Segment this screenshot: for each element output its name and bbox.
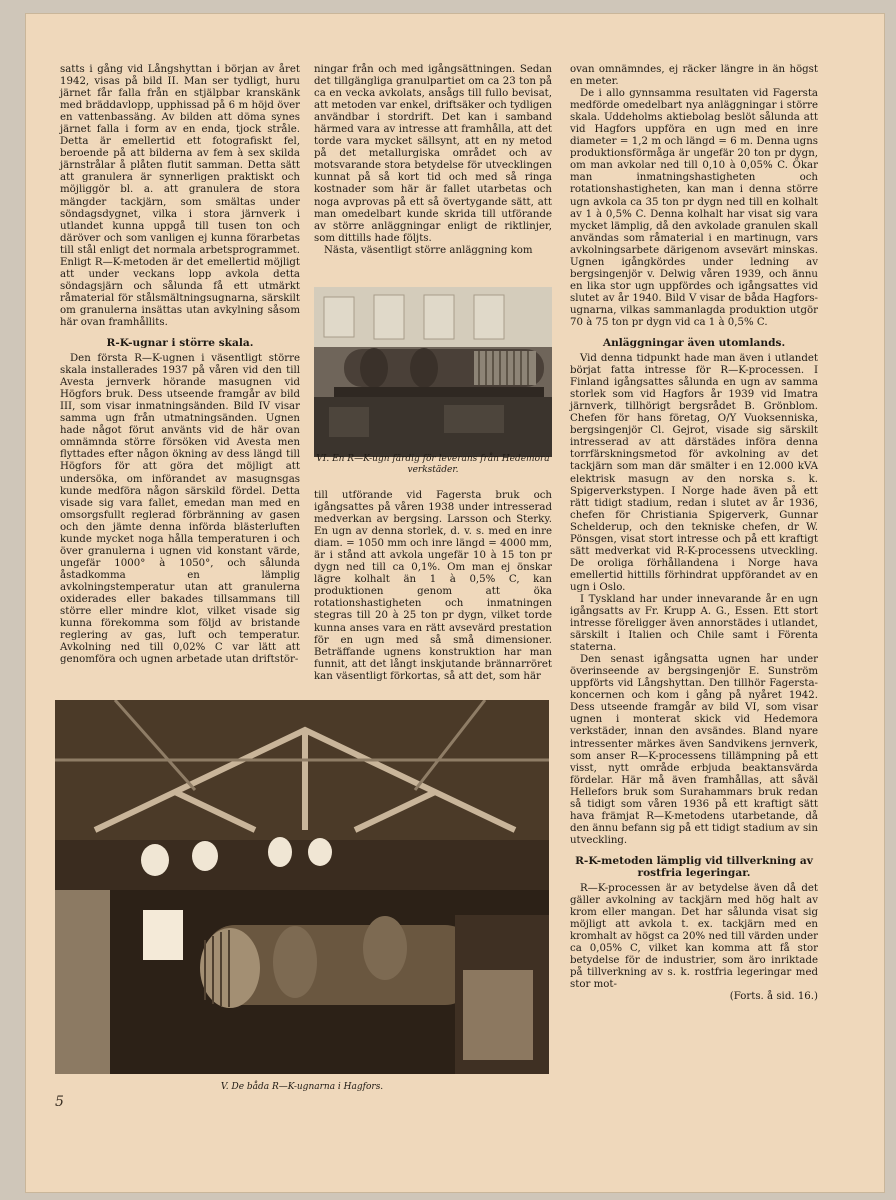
section-heading: R-K-metoden lämplig vid tillverkning av rostfria legeringar. xyxy=(575,854,813,879)
text-column-right xyxy=(570,64,818,1003)
paragraph: R—K-processen är av betydelse även då det gäller avkolning av tackjärn med hög halt av krom eller mangan. Det har sålunda visat sig möjligt att avkola t. ex. tackjärn med en kromhalt av högst ca 20% ned till värden under ca 0,05% C, vilket kan komma att få stor betydelse för de industrier, som äro inriktade på tillverkning av s. k. rostfria legeringar med stor mot- xyxy=(570,882,818,991)
paragraph: De i allo gynnsamma resultaten vid Fagersta medförde omedelbart nya anläggningar i större skala. Uddeholms aktiebolag beslöt sålunda att vid Hagfors uppföra en ugn med en inre diameter = 1,2 m och längd = 6 m. Denna ugns produktionsförmåga är ungefär 20 ton pr dygn, om man avkolar ned till 0,10 à 0,05% C. Ökar man inmatningshastigheten och rotationshastigheten, kan man i denna större ugn avkola ca 35 ton pr dygn ned till en kolhalt av 1 à 0,5% C. Denna kolhalt har visat sig vara mycket lämplig, då den avkolade granulen skall användas som råmaterial i en martinugn, vars avkolningsarbete därigenom avsevärt minskas. Ugnen igångkördes under ledning av bergsingenjör v. Delwig våren 1939, och ännu en lika stor ugn uppfördes och igångsattes vid slutet av år 1940. Bild V visar de båda Hagfors-ugnarna, vilkas sammanlagda produktion utgör 70 à 75 ton pr dygn vid ca 1 à 0,5% C. xyxy=(570,88,818,328)
paragraph: Vid denna tidpunkt hade man även i utlandet börjat fatta intresse för R—K-processen. I Finland igångsattes sålunda en ugn av samma storlek som vid Hagfors år 1939 vid Imatra järnverk, tillhörigt bergsrådet B. Grönblom. Chefen för hans företag, O/Y Vuoksenniska, bergsingenjör Cl. Gejrot, visade sig särskilt intresserad av att därstädes införa denna torrfärskningsmetod för avkolning av det tackjärn som man där smälter i en 12.000 kVA elektrisk masugn av den norska s. k. Spigerverkstypen. I Norge hade även på ett rätt tidigt stadium, redan i slutet av år 1936, chefen för Christiania Spigerverk, Gunnar Schelderup, och den tekniske chefen, dr W. Pönsgen, visat stort intresse och på ett kraftigt sätt medverkat vid R-K-processens utveckling. De oroliga förhållandena i Norge hava emellertid hittills förhindrat uppförandet av en ugn i Oslo. xyxy=(570,353,818,593)
text-column-middle-top xyxy=(314,64,552,257)
furnace-photo-illustration xyxy=(314,287,552,457)
section-heading: R-K-ugnar i större skala. xyxy=(106,337,254,350)
figure-caption: V. De båda R—K-ugnarna i Hagfors. xyxy=(220,1082,384,1092)
paragraph: till utförande vid Fagersta bruk och igångsattes på våren 1938 under intresserad medverkan av bergsing. Larsson och Sterky. En ugn av denna storlek, d. v. s. med en inre diam. = 1050 mm och inre längd = 4000 mm, är i stånd att avkola ungefär 10 à 15 ton pr dygn ned till ca 0,1%. Om man ej önskar lägre kolhalt än 1 à 0,5% C, kan produktionen genom att öka rotationshastigheten och inmatningen stegras till 20 à 25 ton pr dygn, vilket torde kunna anses vara en rätt avsevärd prestation för en ugn med så små dimensioner. Beträffande ugnens konstruktion har man funnit, att det långt inskjutande brännarröret kan väsentligt förkortas, så att det, som här xyxy=(314,490,552,682)
hagfors-hall-illustration xyxy=(55,700,549,1074)
photo-rk-furnace-hedemora xyxy=(314,287,552,457)
paragraph: Den senast igångsatta ugnen har under överinseende av bergsingenjör E. Sunström uppförts vid Långshyttan. Den tillhör Fagersta-koncernen och kom i gång på nyåret 1942. Dess utseende framgår av bild VI, som visar ugnen i monterat skick vid Hedemora verkstäder, innan den avsändes. Bland nyare intressenter märkes även Sandvikens jernverk, som anser R—K-processens tillämpning på ett visst, nytt område erbjuda beaktansvärda fördelar. Här må även framhållas, att såväl Hellefors bruk som Surahammars bruk redan så tidigt som våren 1936 på ett kraftigt sätt hava främjat R—K-metodens utarbetande, då den ännu befann sig på ett tidigt stadium av sin utveckling. xyxy=(570,654,818,846)
continuation-note: (Forts. å sid. 16.) xyxy=(729,991,818,1003)
paragraph: Nästa, väsentligt större anläggning kom xyxy=(324,244,533,256)
section-heading: Anläggningar även utomlands. xyxy=(602,337,786,350)
paragraph: ovan omnämndes, ej räcker längre in än högst en meter. xyxy=(570,64,818,88)
paragraph: Den första R—K-ugnen i väsentligt större skala installerades 1937 på våren vid den till Avesta jernverk hörande masugnen vid Högfors bruk. Dess utseende framgår av bild III, som visar inmatningsänden. Bild IV visar samma ugn från utmatningsänden. Ugnen hade något förut använts vid de här ovan omnämnda större försöken vid Avesta men flyttades efter någon ökning av dess längd till Högfors för att göra det möjligt att undersöka, om införandet av masugnsgas kunde medföra någon särskild fördel. Detta visade sig vara fallet, emedan man med en omsorgsfullt reglerad förbränning av gasen och den jämte denna införda blästerluften kunde mycket noga hålla temperaturen i och över granulerna i ugnen vid konstant värde, ungefär 1000° à 1050°, och sålunda åstadkomma en lämplig avkolningstemperatur utan att granulerna oxiderades eller bakades tillsammans till större eller mindre klot, vilket visade sig kunna förekomma som följd av bristande reglering av gas, luft och temperatur. Avkolning ned till 0,02% C var lätt att genomföra och ugnen arbetade utan driftstör- xyxy=(60,353,300,666)
paragraph: satts i gång vid Långshyttan i början av året 1942, visas på bild II. Man ser tydligt, huru järnet får falla från en stjälpbar kranskänk med bräddavlopp, upphissad på 6 m höjd över en vattenbassäng. Av bilden att döma synes järnet falla i form av en enda, tjock stråle. Detta är emellertid ett fotografiskt fel, beroende på att bilderna av fem à sex skilda järnstrålar å plåten flutit samman. Detta sätt att granulera är synnerligen praktiskt och möjliggör bl. a. att granulera de stora mängder tackjärn, som smältas under söndagsdygnet, vilka i stora järnverk i utlandet kunna uppgå till tusen ton och däröver och som vanligen ej kunna förarbetas till stål enligt det normala arbetsprogrammet. Enligt R—K-metoden är det emellertid möjligt att under veckans lopp avkola detta söndagsjärn och sålunda få ett utmärkt råmaterial för stålsmältningsugnarna, särskilt om granulerna insättas utan avkylning såsom här ovan framhållits. xyxy=(60,64,300,328)
paragraph: I Tyskland har under innevarande år en ugn igångsatts av Fr. Krupp A. G., Essen. Ett stort intresse föreligger även annorstädes i utlandet, särskilt i Italien och Chile samt i Förenta staterna. xyxy=(570,593,818,654)
paragraph: ningar från och med igångsättningen. Sedan det tillgängliga granulpartiet om ca 23 ton på ca en vecka avkolats, ansågs till fullo bevisat, att metoden var enkel, driftsäker och tydligen användbar i stordrift. Det kan i samband härmed vara av intresse att framhålla, att det torde vara mycket sällsynt, att en ny metod på det metallurgiska området och av motsvarande stora betydelse för utvecklingen kunnat på så kort tid och med så ringa kostnader som här är fallet utarbetas och noga avprovas på ett så övertygande sätt, att man omedelbart kunde skrida till utförande av större anläggningar enligt de riktlinjer, som dittills hade följts. xyxy=(314,64,552,244)
text-column-left xyxy=(60,64,300,666)
text-column-middle-bottom xyxy=(314,490,552,683)
photo-hagfors-furnaces xyxy=(55,700,549,1074)
figure-caption: VI. En R—K-ugn färdig för leverans från Hedemora verkstäder. xyxy=(316,454,550,475)
page-number: 5 xyxy=(55,1094,64,1110)
